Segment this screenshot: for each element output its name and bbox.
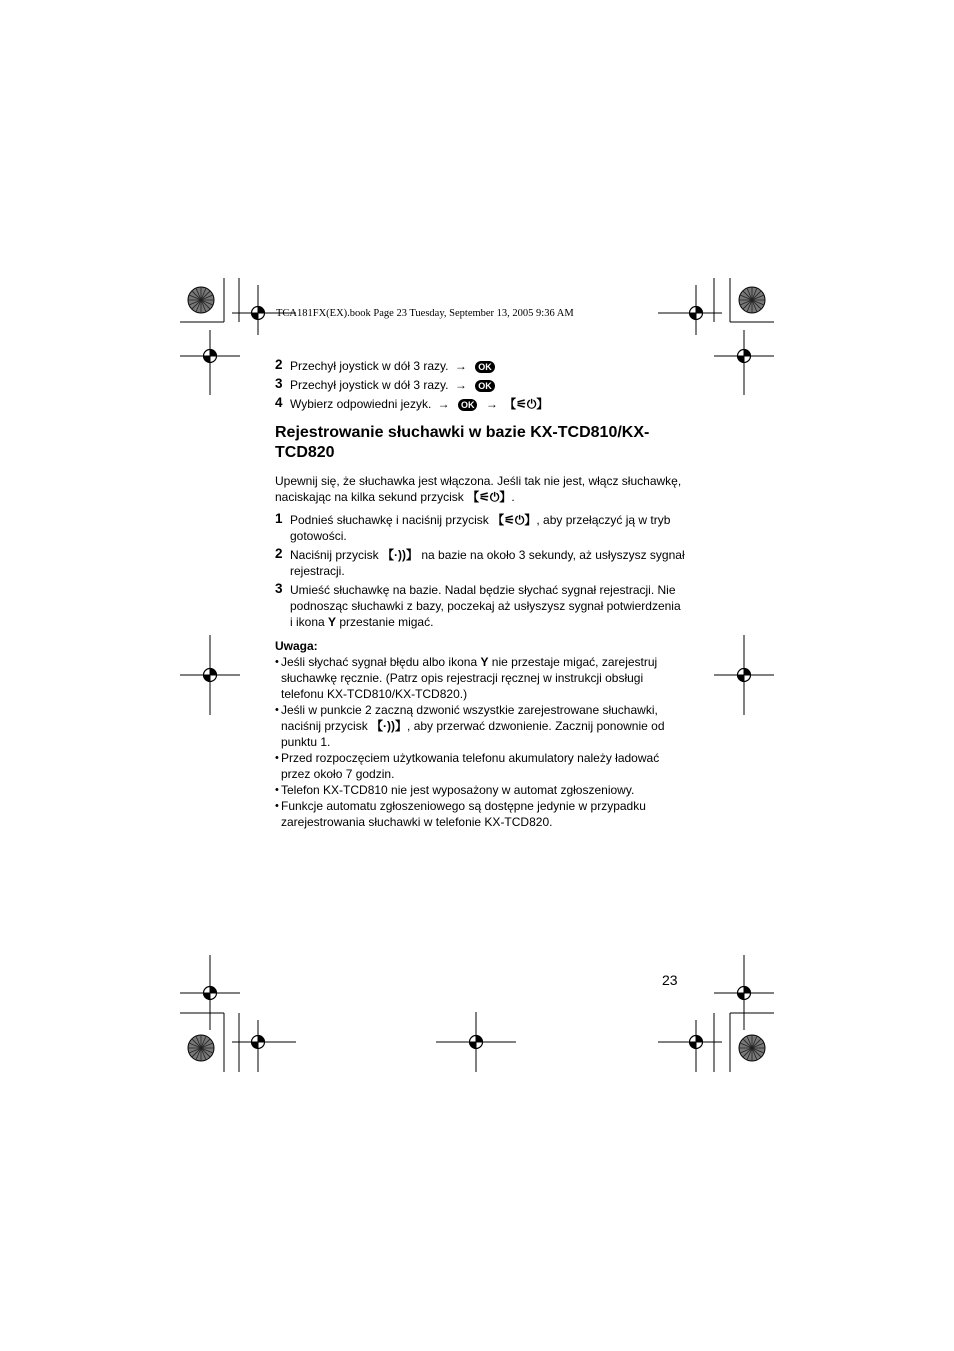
page-content (275, 358, 685, 830)
step-number: 2 (275, 546, 283, 561)
step-text-end: przestanie migać. (336, 615, 434, 629)
note-list (275, 654, 685, 830)
step-text-end: na bazie na około 3 sekundy, aż usłyszysz sygnał rejestracji. (290, 548, 685, 578)
list-item (275, 702, 685, 750)
arrow-icon: → (454, 359, 467, 373)
off-power-key-icon: 【⚟⏻】 (492, 513, 537, 527)
note-text-end: nie przestaje migać, zarejestruj słuchawkę ręcznie. (Patrz opis rejestracji ręcznej w instrukcji obsługi telefonu KX-TCD810/KX-TCD820.) (281, 655, 658, 701)
off-power-key-icon: 【⚟⏻】 (504, 397, 549, 411)
step-item (275, 547, 685, 579)
intro-paragraph (275, 473, 685, 505)
step-text: Podnieś słuchawkę i naciśnij przycisk (290, 513, 493, 527)
locator-key-icon: 【·))】 (371, 719, 408, 733)
step-text: Przechył joystick w dół 3 razy. (290, 378, 449, 392)
running-head: TCA181FX(EX).book Page 23 Tuesday, September 13, 2005 9:36 AM (276, 308, 574, 319)
step-item (275, 582, 685, 630)
off-power-key-icon: 【⚟⏻】 (467, 490, 512, 504)
arrow-icon: → (437, 397, 450, 411)
step-number: 4 (275, 395, 283, 410)
quick-steps (275, 358, 685, 412)
ok-button-icon: OK (475, 380, 495, 392)
note-text: Funkcje automatu zgłoszeniowego są dostępne jedynie w przypadku zarejestrowania słuchawki w telefonie KX-TCD820. (281, 799, 646, 829)
antenna-icon: Y (480, 655, 489, 669)
note-title: Uwaga: (275, 639, 318, 653)
step-text: Umieść słuchawkę na bazie. Nadal będzie słychać sygnał rejestracji. Nie podnosząc słuchawki z bazy, poczekaj aż usłyszysz sygnał potwierdzenia i ikona (290, 583, 681, 629)
note-text: Jeśli słychać sygnał błędu albo ikona (281, 655, 481, 669)
list-item (275, 782, 685, 798)
list-item (275, 750, 685, 782)
page-number: 23 (662, 972, 678, 988)
step-number: 3 (275, 376, 283, 391)
note-text: Telefon KX-TCD810 nie jest wyposażony w automat zgłoszeniowy. (281, 783, 635, 797)
step-text: Przechył joystick w dół 3 razy. (290, 359, 449, 373)
step-number: 2 (275, 357, 283, 372)
step-item (275, 377, 685, 393)
locator-key-icon: 【·))】 (382, 548, 419, 562)
note-text: Przed rozpoczęciem użytkowania telefonu akumulatory należy ładować przez około 7 godzin. (281, 751, 660, 781)
section-title: Rejestrowanie słuchawki w bazie KX-TCD810/KX-TCD820 (275, 424, 650, 461)
step-number: 1 (275, 511, 283, 526)
note-text: Jeśli w punkcie 2 zaczną dzwonić wszystkie zarejestrowane słuchawki, naciśnij przycisk (281, 703, 658, 733)
list-item (275, 654, 685, 702)
arrow-icon: → (485, 397, 498, 411)
ok-button-icon: OK (475, 361, 495, 373)
step-text: Naciśnij przycisk (290, 548, 383, 562)
step-number: 3 (275, 581, 283, 596)
arrow-icon: → (454, 378, 467, 392)
intro-text-end: . (511, 490, 515, 504)
intro-text: Upewnij się, że słuchawka jest włączona. Jeśli tak nie jest, włącz słuchawkę, naciskając na kilka sekund przycisk (275, 474, 682, 504)
step-text: Wybierz odpowiedni jezyk. (290, 397, 432, 411)
note-text-end: , aby przerwać dzwonienie. Zacznij ponownie od punktu 1. (281, 719, 665, 749)
step-text-end: , aby przełączyć ją w tryb gotowości. (290, 513, 671, 543)
antenna-icon: Y (328, 615, 337, 629)
step-item (275, 358, 685, 374)
list-item (275, 798, 685, 830)
ok-button-icon: OK (458, 399, 478, 411)
step-item (275, 396, 685, 412)
step-item (275, 512, 685, 544)
registration-steps (275, 512, 685, 630)
